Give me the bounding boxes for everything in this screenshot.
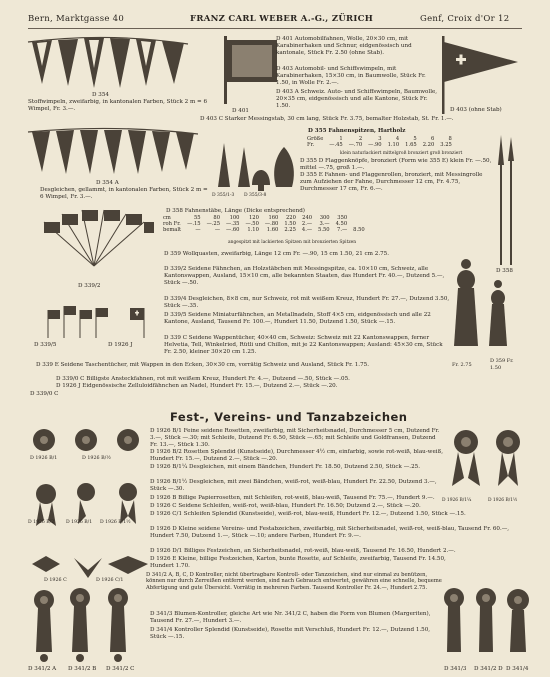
d355-size-header: Größe bbox=[307, 136, 324, 142]
d354-label: D 354 bbox=[92, 92, 109, 98]
d403-ohne-label: D 403 (ohne Stab) bbox=[450, 107, 502, 113]
bow-label-c1: D 1926 C/1 bbox=[96, 578, 124, 583]
d358-bemalt-price: 5.50 bbox=[318, 227, 330, 233]
d341-3-description: D 341/3 Blumen-Kontroller, gleiche Art wie Nr. 341/2 C, haben die Form von Blumen (Margeriten), Tausend Fr. 27.—, Hundert 3.—. bbox=[150, 611, 431, 624]
d358-bemalt-price: 7.— bbox=[337, 227, 348, 233]
d358-roh-price: —.35 bbox=[226, 221, 240, 227]
d358-title: D 358 Fahnenstäbe, Länge (Dicke entsprechend) bbox=[166, 208, 305, 214]
kontroller-label-3: D 341/3 bbox=[444, 666, 467, 672]
b1-4-description: D 1926 B/1¼ Desgleichen, mit einem Bändchen, Hundert Fr. 18.50, Dutzend 2.50, Stück —.25. bbox=[150, 464, 420, 470]
flame-pennant-garland-illustration bbox=[28, 128, 198, 178]
d358-length: 240 bbox=[302, 215, 313, 221]
rosette-label-b1b: D 1926 B/1 bbox=[66, 520, 93, 525]
rosette-label-right-1: D 1926 B/1¼ bbox=[442, 498, 472, 503]
d1926j-label: D 1926 J bbox=[108, 342, 133, 348]
d358-label: D 358 bbox=[496, 268, 513, 274]
tassel-label-right: D 359 Fr. 1.50 bbox=[490, 358, 514, 371]
automobile-flag-illustration bbox=[222, 36, 282, 106]
kontroller-label-b: D 341/2 B bbox=[68, 666, 97, 672]
b-description: D 1926 B Billige Papierrosetten, mit Schleifen, rot-weiß, blau-weiß, Tausend Fr. 75.—, Hundert 9.—. bbox=[150, 495, 435, 501]
finial-label-2: D 355/3-8 bbox=[244, 193, 267, 198]
d355d-description: D 355 D Flaggenknöpfe, bronziert (Form wie 355 E) klein Fr. —.50, mittel —.75, groß 1.—. bbox=[300, 158, 492, 171]
d-description: D 1926 D Kleine seidene Vereins- und Festabzeichen, zweifarbig, mit Sicherheitsnadel, weiß-rot, weiß-blau, Tausend Fr. 60.—, Hundert 7.50, Dutzend 1.—, Stück —.10; andere Farben, Hundert Fr. 9.—. bbox=[150, 526, 510, 539]
d358-bemalt-price: 4.— bbox=[301, 227, 313, 233]
d339-0c-label: D 339/0 C bbox=[30, 391, 59, 397]
d354-description: Stoffwimpeln, zweifarbig, in kantonalen Farben, Stück 2 m = 6 Wimpel, Fr. 3.—. bbox=[28, 99, 208, 112]
d358-length: 160 bbox=[268, 215, 279, 221]
kontroller-intro: D 341/2 A, B, C, D Kontroller, nicht übertragbare Kontroll- oder Tanzzeichen, sind nur einmal zu benützen, können nur durch Zerreißen entfernt werden, sind nach Gebrauch entwertet, gewähren eine schnelle, bequeme Abfertigung und gute Übersicht. Vorrätig in mehreren Farben. Tausend Kontroller Fr. 24.—, Hundert 2.75. bbox=[146, 572, 442, 591]
d339-2-label: D 339/2 bbox=[78, 283, 101, 289]
c1-description: D 1926 C/1 Schleifen Splendid (Kunstseide), weiß-rot, blau-weiß, Hundert Fr. 12.—, Dutzend 1.50, Stück —.15. bbox=[150, 511, 466, 517]
d358-roh-price: —.80 bbox=[264, 221, 279, 227]
finial-label-1: D 355/1-3 bbox=[212, 193, 235, 198]
d355-note: klein naturlackiert mittelgroß bronziert groß bronziert bbox=[340, 151, 463, 156]
b1-2-description: D 1926 B/1½ Desgleichen, mit zwei Bändchen, weiß-rot, weiß-blau, Hundert Fr. 22.50, Dutzend 3.—, Stück —.30. bbox=[150, 479, 437, 492]
d358-bemalt-price: 1.60 bbox=[266, 227, 279, 233]
d339c-description: D 339 C Seidene Wappentücher, 40×40 cm, Schweiz: Schweiz mit 22 Kantonswappen, ferner Helvetia, Tell, Winkelried, Rütli und Chillon, mit je 22 Kantonswappen; Ausland: 45×30 cm, Stück Fr. 2.50, kleiner 30×20 cm 1.25. bbox=[164, 335, 443, 355]
flower-kontroller-illustration bbox=[442, 586, 532, 664]
d354a-description: Desgleichen, gellammt, in kantonalen Farben, Stück 2 m = 6 Wimpel, Fr. 3.—. bbox=[40, 187, 208, 200]
d355-price: 2.20 bbox=[422, 142, 435, 148]
rosette-label-b1-half: D 1926 B/1½ bbox=[100, 520, 131, 525]
d355-size: 5 bbox=[413, 136, 417, 142]
d339-2-description: D 339/2 Seidene Fähnchen, an Holzstäbchen mit Messingspitze, ca. 10×10 cm, Schweiz, alle Kantonswappen, Ausland, 15×10 cm, alle bekannten Staaten, das Hundert Fr. 40.—, Dutzend 5.—, Stück —.50. bbox=[164, 266, 445, 286]
d358-note: angespitzt mit lackierten Spitzen mit bronzierten Spitzen bbox=[228, 240, 357, 245]
kontroller-label-4: D 341/4 bbox=[506, 666, 529, 672]
d358-length: 350 bbox=[337, 215, 348, 221]
d339-5-label: D 339/5 bbox=[34, 342, 57, 348]
d355-price: 1.65 bbox=[405, 142, 417, 148]
kontroller-badges-illustration bbox=[30, 586, 140, 664]
d358-length-header: cm bbox=[163, 215, 171, 221]
d355-price: —.45 bbox=[329, 142, 343, 148]
d358-bemalt-price: 1.10 bbox=[247, 227, 259, 233]
d401-label: D 401 bbox=[232, 108, 249, 114]
d359-description: D 359 Wollquasten, zweifarbig, Länge 12 cm Fr. —.90, 15 cm 1.50, 21 cm 2.75. bbox=[164, 251, 389, 257]
d403-description: D 403 Automobil- und Schiffswimpeln, mit Karabinerhaken, 15×30 cm, in Baumwolle, Stück Fr. 1.50, in Wolle Fr. 2.—. bbox=[276, 66, 426, 86]
d358-roh-price: 4.50 bbox=[335, 221, 348, 227]
d358-length: 80 bbox=[213, 215, 221, 221]
ribbon-rosettes-illustration bbox=[446, 424, 526, 494]
d1926j-description: D 1926 J Eidgenössische Zelluloidfähnchen an Nadel, Hundert Fr. 15.—, Dutzend 2.—, Stück —.20. bbox=[56, 383, 338, 389]
bow-label-c: D 1926 C bbox=[44, 578, 67, 583]
d358-roh-price: —.50 bbox=[245, 221, 259, 227]
d355-title: D 355 Fahnenspitzen, Hartholz bbox=[308, 128, 406, 134]
d1-description: D 1926 D/1 Billiges Festzeichen, an Sicherheitsnadel, rot-weiß, blau-weiß, Tausend Fr. 16.50, Hundert 2.—. bbox=[150, 548, 456, 554]
d339-5-description: D 339/5 Seidene Miniaturfähnchen, an Metallnadeln, Stoff 4×5 cm, eidgenössisch und alle 22 Kantone, Ausland, Tausend Fr. 100.—, Hundert 11.50, Dutzend 1.50, Stück —.15. bbox=[164, 312, 431, 325]
section-title: Fest-, Vereins- und Tanzabzeichen bbox=[170, 410, 408, 424]
swiss-pennant-illustration bbox=[440, 36, 520, 116]
d355e-description: D 355 E Fahnen- und Flaggenrollen, bronziert, mit Messingrolle zum Aufziehen der Fahne, Durchmesser 12 cm, Fr. 4.75, Durchmesser 17 cm, Fr. 6.—. bbox=[300, 172, 483, 192]
d355-price: —.70 bbox=[348, 142, 363, 148]
miniature-flags-illustration bbox=[34, 300, 154, 340]
d358-length: 100 bbox=[229, 215, 240, 221]
kontroller-label-d: D 341/2 D bbox=[474, 666, 503, 672]
header-center: FRANZ CARL WEBER A.-G., ZÜRICH bbox=[190, 14, 374, 24]
d339-0c-description: D 339/0 C Billigste Ansteckfahnen, rot mit weißem Kreuz, Hundert Fr. 4.—, Dutzend —.50, Stück —.05. bbox=[56, 376, 350, 382]
flag-finials-illustration bbox=[210, 135, 295, 195]
tassel-label-left: Fr. 2.75 bbox=[452, 362, 472, 368]
d358-length: 120 bbox=[249, 215, 259, 221]
d355-price-table bbox=[304, 136, 455, 148]
d358-roh-price: 1.50 bbox=[284, 221, 296, 227]
d358-bemalt-price: 2.25 bbox=[284, 227, 296, 233]
d355-size: 8 bbox=[448, 136, 452, 142]
d355-size: 1 bbox=[339, 136, 343, 142]
pennant-garland-illustration bbox=[28, 34, 188, 94]
d358-roh-price: 3.— bbox=[319, 221, 330, 227]
d354a-label: D 354 A bbox=[96, 180, 119, 186]
header-rule bbox=[28, 28, 522, 29]
d358-bemalt-price: —.60 bbox=[226, 227, 240, 233]
header-left: Bern, Marktgasse 40 bbox=[28, 14, 125, 24]
d339-4-description: D 339/4 Desgleichen, 8×8 cm, nur Schweiz, rot mit weißem Kreuz, Hundert Fr. 27.—, Dutzend 3.50, Stück —.35. bbox=[164, 296, 450, 309]
d355-price-header: Fr. bbox=[307, 142, 315, 148]
b2-description: D 1926 B/2 Rosetten Splendid (Kunstseide), Durchmesser 4½ cm, einfarbig, sowie rot-weiß, blau-weiß, Hundert Fr. 15.—, Dutzend 2.—, Stück —.20. bbox=[150, 449, 444, 462]
d339e-description: D 339 E Seidene Taschentücher, mit Wappen in den Ecken, 30×30 cm, vorrätig Schweiz und Ausland, Stück Fr. 1.75. bbox=[36, 362, 369, 368]
kontroller-label-a: D 341/2 A bbox=[28, 666, 57, 672]
kontroller-label-c: D 341/2 C bbox=[106, 666, 135, 672]
d355-price: —.90 bbox=[368, 142, 382, 148]
rosette-label-right-2: D 1926 B/1½ bbox=[488, 498, 518, 503]
d355-price: 3.25 bbox=[440, 142, 452, 148]
d358-roh-price: 2.— bbox=[301, 221, 313, 227]
silk-flags-bouquet-illustration bbox=[34, 208, 154, 268]
d403c-description: D 403 C Starker Messingstab, 30 cm lang, Stück Fr. 3.75, bemalter Holzstab, St. Fr. 1.—. bbox=[200, 116, 454, 122]
d358-bemalt-price: — bbox=[214, 227, 221, 233]
d358-bemalt-price: 8.50 bbox=[353, 227, 365, 233]
d403a-description: D 403 A Schweiz. Auto- und Schiffswimpeln, Baumwolle, 20×35 cm, eidgenössisch und alle Kantone, Stück Fr. 1.50. bbox=[276, 89, 438, 109]
d358-price-table bbox=[160, 215, 368, 233]
flagstaff-spears-illustration bbox=[494, 135, 518, 265]
d358-roh-header: roh Fr. bbox=[163, 221, 181, 227]
d355-size: 4 bbox=[395, 136, 400, 142]
d355-size: 3 bbox=[378, 136, 382, 142]
d358-roh-price: —.25 bbox=[206, 221, 221, 227]
rosette-label-b1-2: D 1926 B/½ bbox=[82, 456, 111, 461]
c-description: D 1926 C Seidene Schleifen, weiß-rot, weiß-blau, Hundert Fr. 16.50; Dutzend 2.—, Stück —.20. bbox=[150, 503, 421, 509]
d355-size: 6 bbox=[430, 136, 435, 142]
e-description: D 1926 E Kleine, billige Festzeichen, Karton, bunte Rosette, auf Schleife, zweifarbig, Tausend Fr. 14.50, Hundert 1.70. bbox=[150, 556, 446, 569]
d358-bemalt-price: — bbox=[195, 227, 201, 233]
rosette-label-b2: D 1926 B/2 bbox=[28, 520, 55, 525]
d358-length: 220 bbox=[286, 215, 296, 221]
d341-4-description: D 341/4 Kontroller Splendid (Kunstseide), Rosette mit Verschluß, Hundert Fr. 12.—, Dutzend 1.50, Stück —.15. bbox=[150, 627, 431, 640]
d358-bemalt-header: bemalt bbox=[163, 227, 182, 233]
d358-length: 300 bbox=[319, 215, 330, 221]
wool-tassels-illustration bbox=[452, 258, 514, 358]
d358-length: 55 bbox=[193, 215, 201, 221]
d401-description: D 401 Automobilfahnen, Wolle, 20×30 cm, mit Karabinerhaken und Schnur, eidgenössisch und kantonale, Stück Fr. 2.50 (ohne Stab). bbox=[276, 36, 412, 56]
d355-size: 2 bbox=[358, 136, 363, 142]
d355-price: 1.10 bbox=[387, 142, 400, 148]
d358-roh-price: —.15 bbox=[187, 221, 201, 227]
header-right: Genf, Croix d'Or 12 bbox=[420, 14, 510, 24]
rosette-label-b1: D 1926 B/1 bbox=[30, 456, 58, 461]
b1-description: D 1926 B/1 Feine seidene Rosetten, zweifarbig, mit Sicherheitsnadel, Durchmesser 5 cm, Dutzend Fr. 3.—, Stück —.30; mit Schleife, Dutzend Fr. 6.50, Stück —.65; mit Schleife und Goldfransen, Dutzend Fr. 13.—, Stück 1.30. bbox=[150, 428, 440, 448]
